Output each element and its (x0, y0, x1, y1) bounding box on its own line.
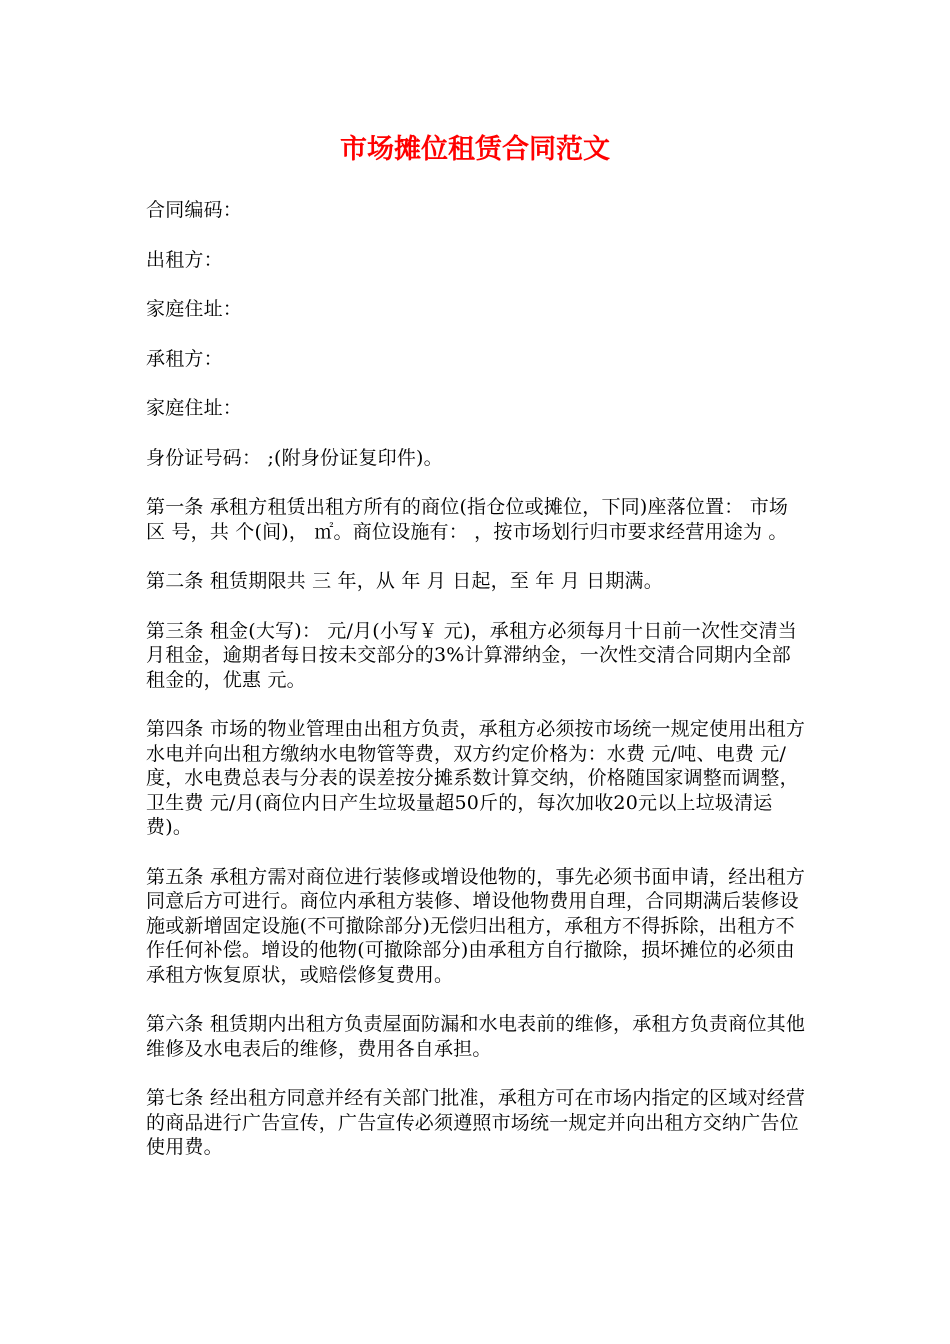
field-lessee: 承租方： (146, 347, 223, 370)
article-5: 第五条 承租方需对商位进行装修或增设他物的，事先必须书面申请，经出租方同意后方可进行。商位内承租方装修、增设他物费用自理，合同期满后装修设施或新增固定设施(不可撤除部分)无偿归出租方，承租方不得拆除，出租方不作任何补偿。增设的他物(可撤除部分)由承租方自行撤除，损坏摊位的必须由承租方恢复原状，或赔偿修复费用。 (146, 865, 806, 986)
article-1: 第一条 承租方租赁出租方所有的商位(指仓位或摊位，下同)座落位置： 市场 区 号，共 个(间)， ㎡。商位设施有： ，按市场划行归市要求经营用途为 。 (146, 496, 789, 543)
article-7: 第七条 经出租方同意并经有关部门批准，承租方可在市场内指定的区域对经营的商品进行广告宣传，广告宣传必须遵照市场统一规定并向出租方交纳广告位使用费。 (146, 1087, 806, 1158)
document-body (146, 198, 810, 1185)
article-6: 第六条 租赁期内出租方负责屋面防漏和水电表前的维修，承租方负责商位其他维修及水电表后的维修，费用各自承担。 (146, 1013, 806, 1060)
field-lessor: 出租方： (146, 248, 223, 271)
field-lessee-address: 家庭住址： (146, 397, 243, 419)
field-contract-number: 合同编码： (146, 199, 243, 221)
field-lessor-address: 家庭住址： (146, 298, 243, 320)
article-3: 第三条 租金(大写)： 元/月(小写￥ 元)，承租方必须每月十日前一次性交清当月租金，逾期者每日按未交部分的3%计算滞纳金，一次性交清合同期内全部租金的，优惠 元。 (146, 619, 797, 691)
field-id-number: 身份证号码： ;(附身份证复印件)。 (146, 446, 443, 469)
article-2: 第二条 租赁期限共 三 年，从 年 月 日起，至 年 月 日期满。 (146, 570, 663, 592)
article-4: 第四条 市场的物业管理由出租方负责，承租方必须按市场统一规定使用出租方水电并向出租方缴纳水电物管等费，双方约定价格为：水费 元/吨、电费 元/度，水电费总表与分表的误差按分摊系数计算交纳，价格随国家调整而调整，卫生费 元/月(商位内日产生垃圾量超50斤的，每次加收20元以上垃圾清运费)。 (146, 718, 806, 838)
document-title: 市场摊位租赁合同范文 (340, 134, 610, 165)
